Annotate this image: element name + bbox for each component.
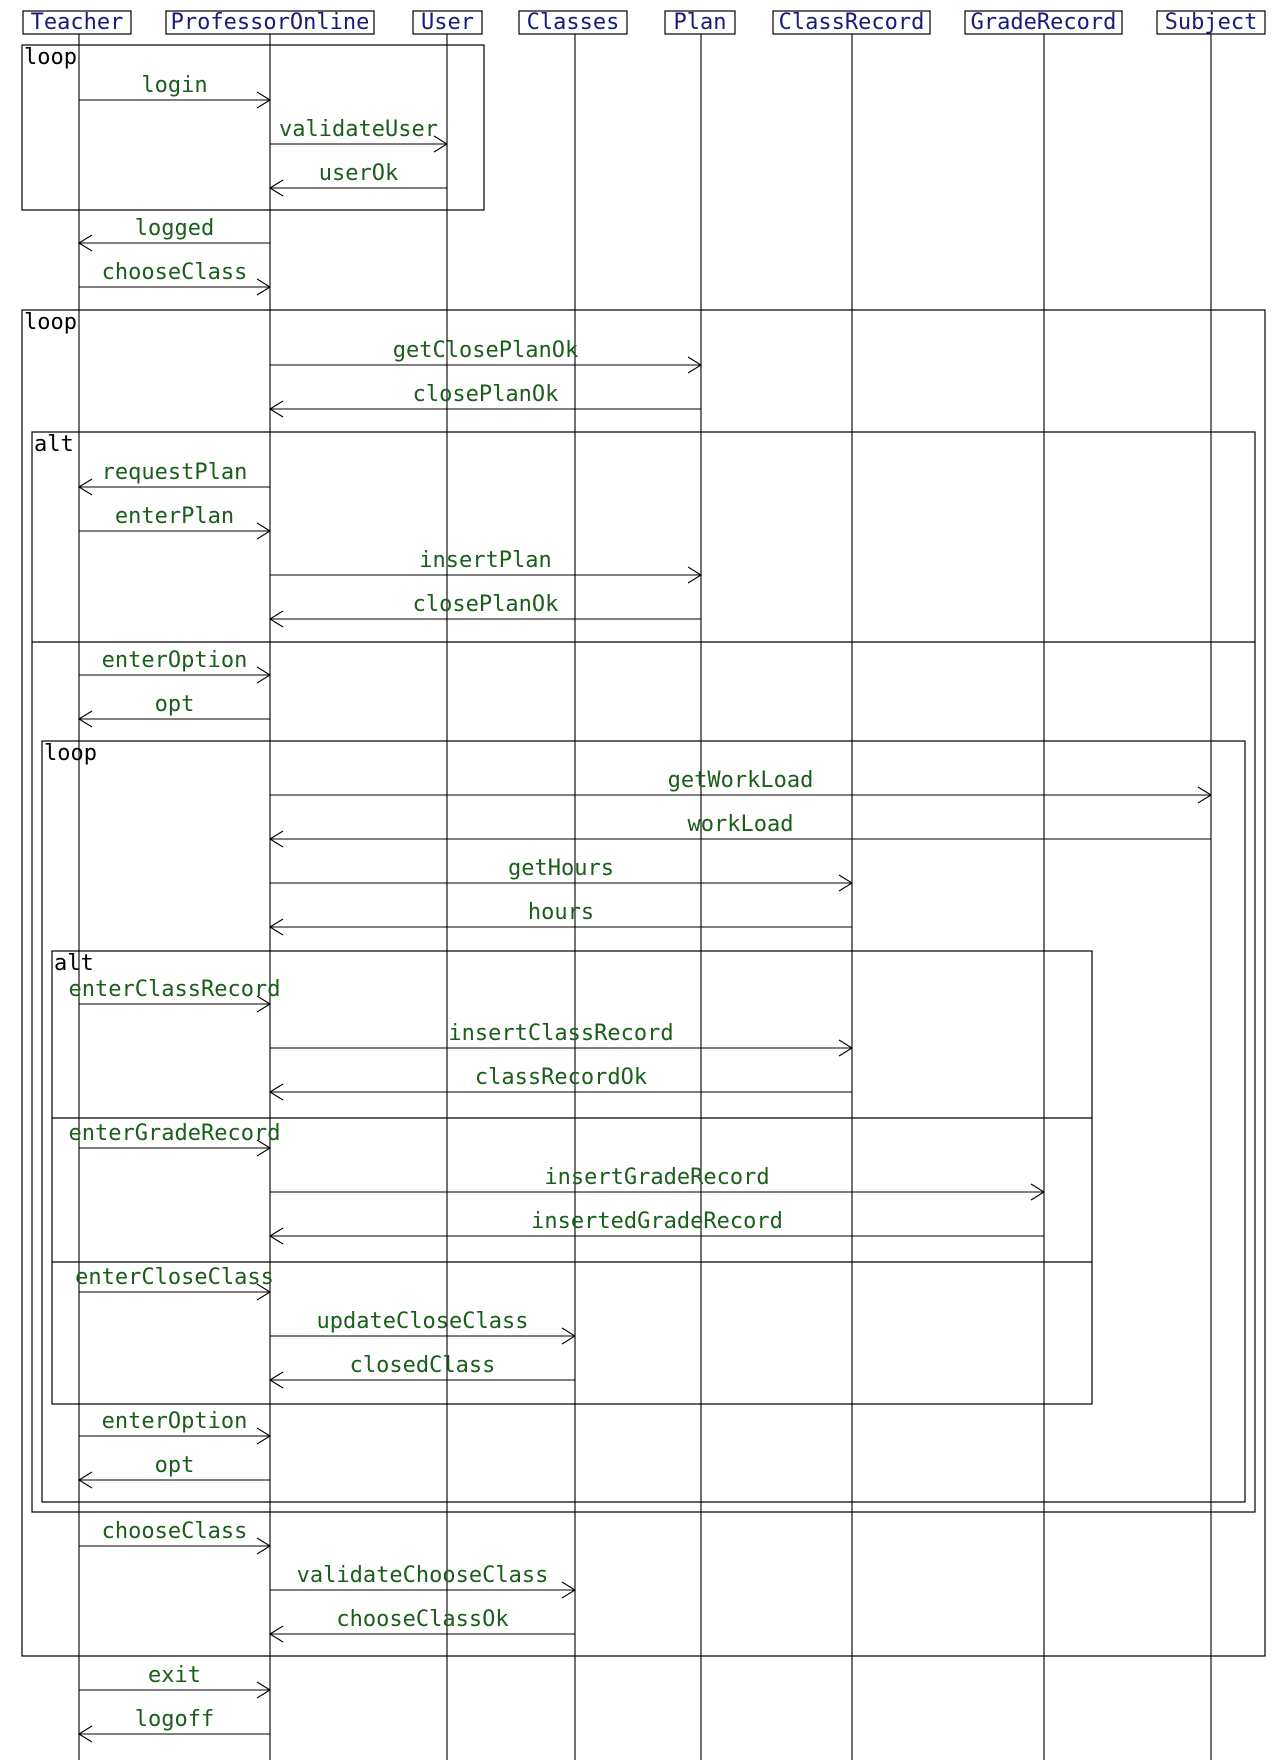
message-m23 <box>270 1209 1044 1244</box>
message-label: updateCloseClass <box>316 1309 529 1334</box>
message-label: enterGradeRecord <box>68 1121 281 1146</box>
message-label: enterOption <box>101 1409 248 1434</box>
message-label: validateUser <box>279 117 438 142</box>
participant-label: Teacher <box>30 10 124 35</box>
message-m22 <box>270 1165 1044 1200</box>
message-m2 <box>270 117 447 152</box>
message-m13 <box>79 692 270 727</box>
participant-professor <box>166 10 374 35</box>
message-label: insertGradeRecord <box>544 1165 770 1190</box>
message-label: login <box>141 73 208 98</box>
participant-label: Subject <box>1164 10 1258 35</box>
message-label: chooseClass <box>101 1519 248 1544</box>
message-m21 <box>69 1121 281 1156</box>
participant-label: ClassRecord <box>778 10 925 35</box>
message-label: closePlanOk <box>412 592 559 617</box>
message-m1 <box>79 73 270 108</box>
message-m4 <box>79 216 270 251</box>
message-m12 <box>79 648 270 683</box>
message-m31 <box>270 1607 575 1642</box>
participant-subject <box>1157 10 1265 35</box>
message-label: chooseClassOk <box>336 1607 509 1632</box>
message-label: hours <box>527 900 595 925</box>
participant-label: ProfessorOnline <box>170 10 370 35</box>
message-label: workLoad <box>687 812 794 837</box>
participant-classrecord <box>773 10 930 35</box>
participant-graderecord <box>965 10 1122 35</box>
message-m25 <box>270 1309 575 1344</box>
message-label: exit <box>148 1663 201 1688</box>
message-label: getWorkLoad <box>667 768 814 793</box>
message-m17 <box>270 900 852 935</box>
message-m20 <box>270 1065 852 1100</box>
message-m7 <box>270 382 701 417</box>
message-m16 <box>270 856 852 891</box>
participant-label: User <box>421 10 474 35</box>
frame-label: alt <box>34 432 74 457</box>
message-m19 <box>270 1021 852 1056</box>
message-label: userOk <box>318 161 399 186</box>
message-label: getHours <box>508 856 614 881</box>
participant-label: Classes <box>526 10 620 35</box>
message-m10 <box>270 548 701 583</box>
message-label: closePlanOk <box>412 382 559 407</box>
lifelines <box>79 34 1211 1760</box>
participant-plan <box>665 10 735 35</box>
message-m29 <box>79 1519 270 1554</box>
message-m28 <box>79 1453 270 1488</box>
participant-teacher <box>23 10 131 35</box>
message-m30 <box>270 1563 575 1598</box>
message-label: opt <box>154 692 195 717</box>
participants <box>23 10 1265 35</box>
message-label: chooseClass <box>101 260 248 285</box>
message-m11 <box>270 592 701 627</box>
messages <box>69 73 1211 1742</box>
message-label: logged <box>134 216 215 241</box>
frame-alt-plan <box>32 432 1255 1512</box>
message-label: enterOption <box>101 648 248 673</box>
message-m15 <box>270 812 1211 847</box>
message-label: logoff <box>134 1707 215 1732</box>
message-m18 <box>69 977 281 1012</box>
message-label: closedClass <box>349 1353 496 1378</box>
frame-label: loop <box>44 741 97 766</box>
message-label: insertPlan <box>419 548 552 573</box>
frame-label: alt <box>54 951 94 976</box>
message-label: requestPlan <box>101 460 248 485</box>
frame-border <box>32 432 1255 1512</box>
message-label: enterPlan <box>114 504 235 529</box>
message-label: insertClassRecord <box>448 1021 674 1046</box>
message-m6 <box>270 338 701 373</box>
message-m33 <box>79 1707 270 1742</box>
message-m32 <box>79 1663 270 1698</box>
frame-label: loop <box>24 45 77 70</box>
message-label: enterClassRecord <box>68 977 281 1002</box>
message-label: getClosePlanOk <box>392 338 579 363</box>
message-m5 <box>79 260 270 295</box>
participant-user <box>413 10 482 35</box>
message-m9 <box>79 504 270 539</box>
message-label: enterCloseClass <box>75 1265 274 1290</box>
participant-label: Plan <box>673 10 727 35</box>
message-m24 <box>75 1265 274 1300</box>
message-m8 <box>79 460 270 495</box>
participant-label: GradeRecord <box>970 10 1117 35</box>
message-label: insertedGradeRecord <box>531 1209 783 1234</box>
message-m3 <box>270 161 447 196</box>
message-label: classRecordOk <box>474 1065 648 1090</box>
frame-label: loop <box>24 310 77 335</box>
message-m27 <box>79 1409 270 1444</box>
message-m14 <box>270 768 1211 803</box>
message-label: validateChooseClass <box>296 1563 549 1588</box>
message-m26 <box>270 1353 575 1388</box>
message-label: opt <box>154 1453 195 1478</box>
participant-classes <box>519 10 627 35</box>
